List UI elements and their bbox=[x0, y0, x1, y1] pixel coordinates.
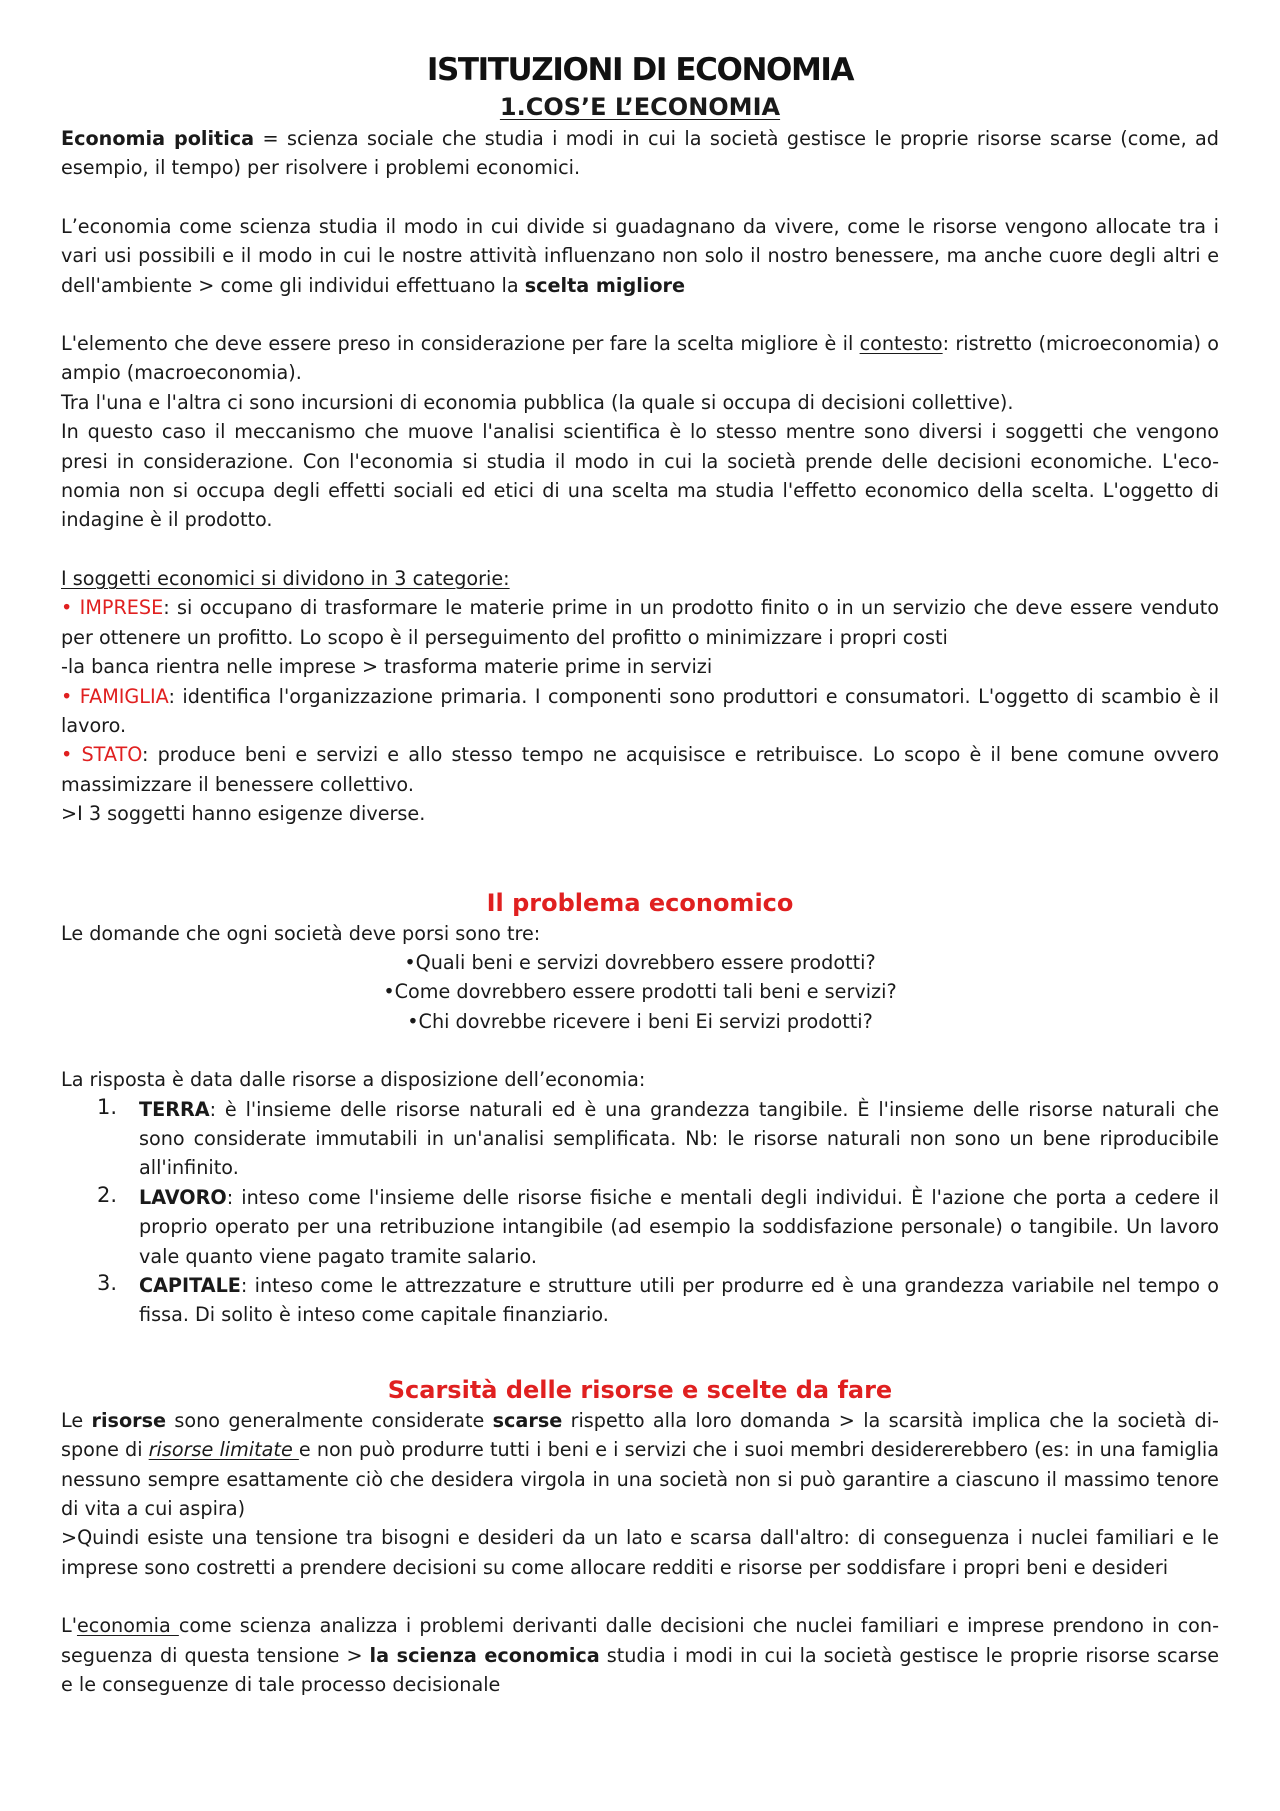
scarcity-text: e non può produrre tutti i beni e i servizi che i suoi membri desidererebbero (es: in una famiglia nessuno sempre esattamente ciò che desidera virgola in una società non si può garantire a ciascuno il massimo tenore di vita a cui aspira) bbox=[61, 1438, 1219, 1521]
science-text: L' bbox=[61, 1614, 77, 1638]
list-number: 1. bbox=[97, 1094, 118, 1119]
resource-text: : inteso come le attrezzature e strutture utili per produrre ed è una grandezza variabile nel tempo o fissa. Di solito è inteso come capitale finanziario. bbox=[139, 1274, 1219, 1327]
subject-stato bbox=[61, 740, 1219, 799]
risorse-term: risorse bbox=[91, 1408, 167, 1432]
question-item: •Chi dovrebbe ricevere i beni Ei servizi prodotti? bbox=[407, 1009, 873, 1033]
context-post: : ristretto (microeconomia) o ampio (macroeconomia). bbox=[61, 332, 1219, 385]
economia-term: economia bbox=[76, 1614, 179, 1638]
best-choice-term: scelta migliore bbox=[524, 273, 686, 297]
stato-text: : produce beni e servizi e allo stesso tempo ne acquisisce e retribuisce. Lo scopo è il bene comune ovvero massimizzare il benessere collettivo. bbox=[61, 743, 1220, 796]
subject-famiglia bbox=[61, 682, 1219, 741]
stato-label: • STATO bbox=[61, 743, 142, 767]
resource-item-capitale bbox=[61, 1271, 1219, 1330]
science-text: come scienza analizza i problemi derivanti dalle decisioni che nuclei familiari e imprese prendono in conseguenza di questa tensione > bbox=[61, 1614, 1220, 1667]
analysis-paragraph: In questo caso il meccanismo che muove l'analisi scientifica è lo stesso mentre sono diversi i soggetti che vengono presi in considerazione. Con l'economia si studia il modo in cui la società prende delle decisioni economiche. L'economia non si occupa degli effetti sociali ed etici di una scelta ma studia l'effetto economico della scelta. L'oggetto di indagine è il prodotto. bbox=[61, 420, 1219, 532]
tension-paragraph: >Quindi esiste una tensione tra bisogni e desideri da un lato e scarsa dall'altro: di conseguenza i nuclei familiari e le imprese sono costretti a prendere decisioni su come allocare redditi e risorse per soddisfare i propri beni e desideri bbox=[61, 1526, 1219, 1579]
resources-list bbox=[61, 1095, 1219, 1330]
resource-item-lavoro bbox=[61, 1183, 1219, 1271]
chapter-heading: 1.COS’E L’ECONOMIA bbox=[499, 93, 781, 121]
question-item: •Quali beni e servizi dovrebbero essere prodotti? bbox=[404, 950, 876, 974]
imprese-label: • IMPRESE bbox=[61, 596, 164, 620]
resource-item-terra bbox=[61, 1095, 1219, 1183]
questions-lead: Le domande che ogni società deve porsi sono tre: bbox=[61, 921, 541, 945]
public-economy-line: Tra l'una e l'altra ci sono incursioni di economia pubblica (la quale si occupa di decisioni collettive). bbox=[61, 390, 1014, 414]
context-paragraph bbox=[61, 329, 1219, 388]
list-number: 3. bbox=[97, 1271, 118, 1295]
subjects-heading-text: I soggetti economici si dividono in 3 categorie: bbox=[61, 566, 510, 590]
subject-imprese bbox=[61, 593, 1219, 652]
scienza-economica-term: la scienza economica bbox=[369, 1643, 600, 1667]
intro-paragraph bbox=[61, 124, 1219, 183]
document-title: ISTITUZIONI DI ECONOMIA bbox=[426, 52, 854, 88]
intro-definition: = scienza sociale che studia i modi in cui la società gestisce le proprie risorse scarse (come, ad esempio, il tempo) per risolvere i problemi economici. bbox=[61, 127, 1219, 180]
context-pre: L'elemento che deve essere preso in considerazione per fare la scelta migliore è il bbox=[61, 332, 860, 356]
famiglia-text: : identifica l'organizzazione primaria. I componenti sono produttori e consumatori. L'oggetto di scambio è il lavoro. bbox=[61, 684, 1219, 737]
imprese-text: : si occupano di trasformare le materie prime in un prodotto finito o in un servizio che deve essere venduto per ottenere un profitto. Lo scopo è il perseguimento del profitto o minimizzare i propri costi bbox=[61, 596, 1219, 649]
context-term: contesto bbox=[859, 332, 943, 356]
economy-science-paragraph bbox=[61, 212, 1219, 300]
famiglia-label: • FAMIGLIA bbox=[61, 684, 169, 708]
scarcity-text: Le bbox=[61, 1408, 92, 1432]
scarcity-text: rispetto alla loro domanda > la scarsità implica che la società dispone di bbox=[61, 1408, 1219, 1462]
resource-text: : è l'insieme delle risorse naturali ed è una grandezza tangibile. È l'insieme delle risorse naturali che sono considerate immutabili in un'analisi semplificata. Nb: le risorse naturali non sono un bene riproducibile all'infinito. bbox=[139, 1097, 1219, 1180]
resource-text: : inteso come l'insieme delle risorse fisiche e mentali degli individui. È l'azione che porta a cedere il proprio operato per una retribuzione intangibile (ad esempio la soddisfazione personale) o tangibile. Un lavoro vale quanto viene pagato tramite salario. bbox=[139, 1185, 1219, 1268]
question-item: •Come dovrebbero essere prodotti tali beni e servizi? bbox=[383, 980, 897, 1004]
resource-term: LAVORO bbox=[139, 1185, 227, 1209]
science-text: studia i modi in cui la società gestisce le proprie risorse scarse e le conseguenze di tale processo decisionale bbox=[61, 1643, 1219, 1697]
term-economia-politica: Economia politica bbox=[61, 127, 255, 150]
scarcity-paragraph bbox=[61, 1406, 1219, 1524]
risorse-limitate-term: risorse limitate bbox=[148, 1438, 299, 1462]
resource-term: TERRA bbox=[139, 1097, 210, 1121]
section-title-scarsita: Scarsità delle risorse e scelte da fare bbox=[387, 1375, 893, 1404]
resource-term: CAPITALE bbox=[139, 1274, 241, 1297]
scarcity-text: sono generalmente considerate bbox=[166, 1408, 493, 1432]
answer-lead: La risposta è data dalle risorse a disposizione dell’economia: bbox=[61, 1068, 646, 1092]
science-paragraph bbox=[61, 1611, 1219, 1699]
section-title-problema: Il problema economico bbox=[486, 888, 794, 917]
scarse-term: scarse bbox=[492, 1408, 563, 1432]
economy-science-text: L’economia come scienza studia il modo in cui divide si guadagnano da vivere, come le risorse vengono allocate tra i vari usi possibili e il modo in cui le nostre attività influenzano non solo il nostro benessere, ma anche cuore degli altri e dell'ambiente > come gli individui effettuano la bbox=[61, 214, 1219, 297]
list-number: 2. bbox=[97, 1182, 118, 1207]
subjects-closing: >I 3 soggetti hanno esigenze diverse. bbox=[61, 802, 426, 826]
banca-note: -la banca rientra nelle imprese > trasforma materie prime in servizi bbox=[61, 655, 713, 679]
subjects-heading bbox=[61, 564, 1219, 593]
